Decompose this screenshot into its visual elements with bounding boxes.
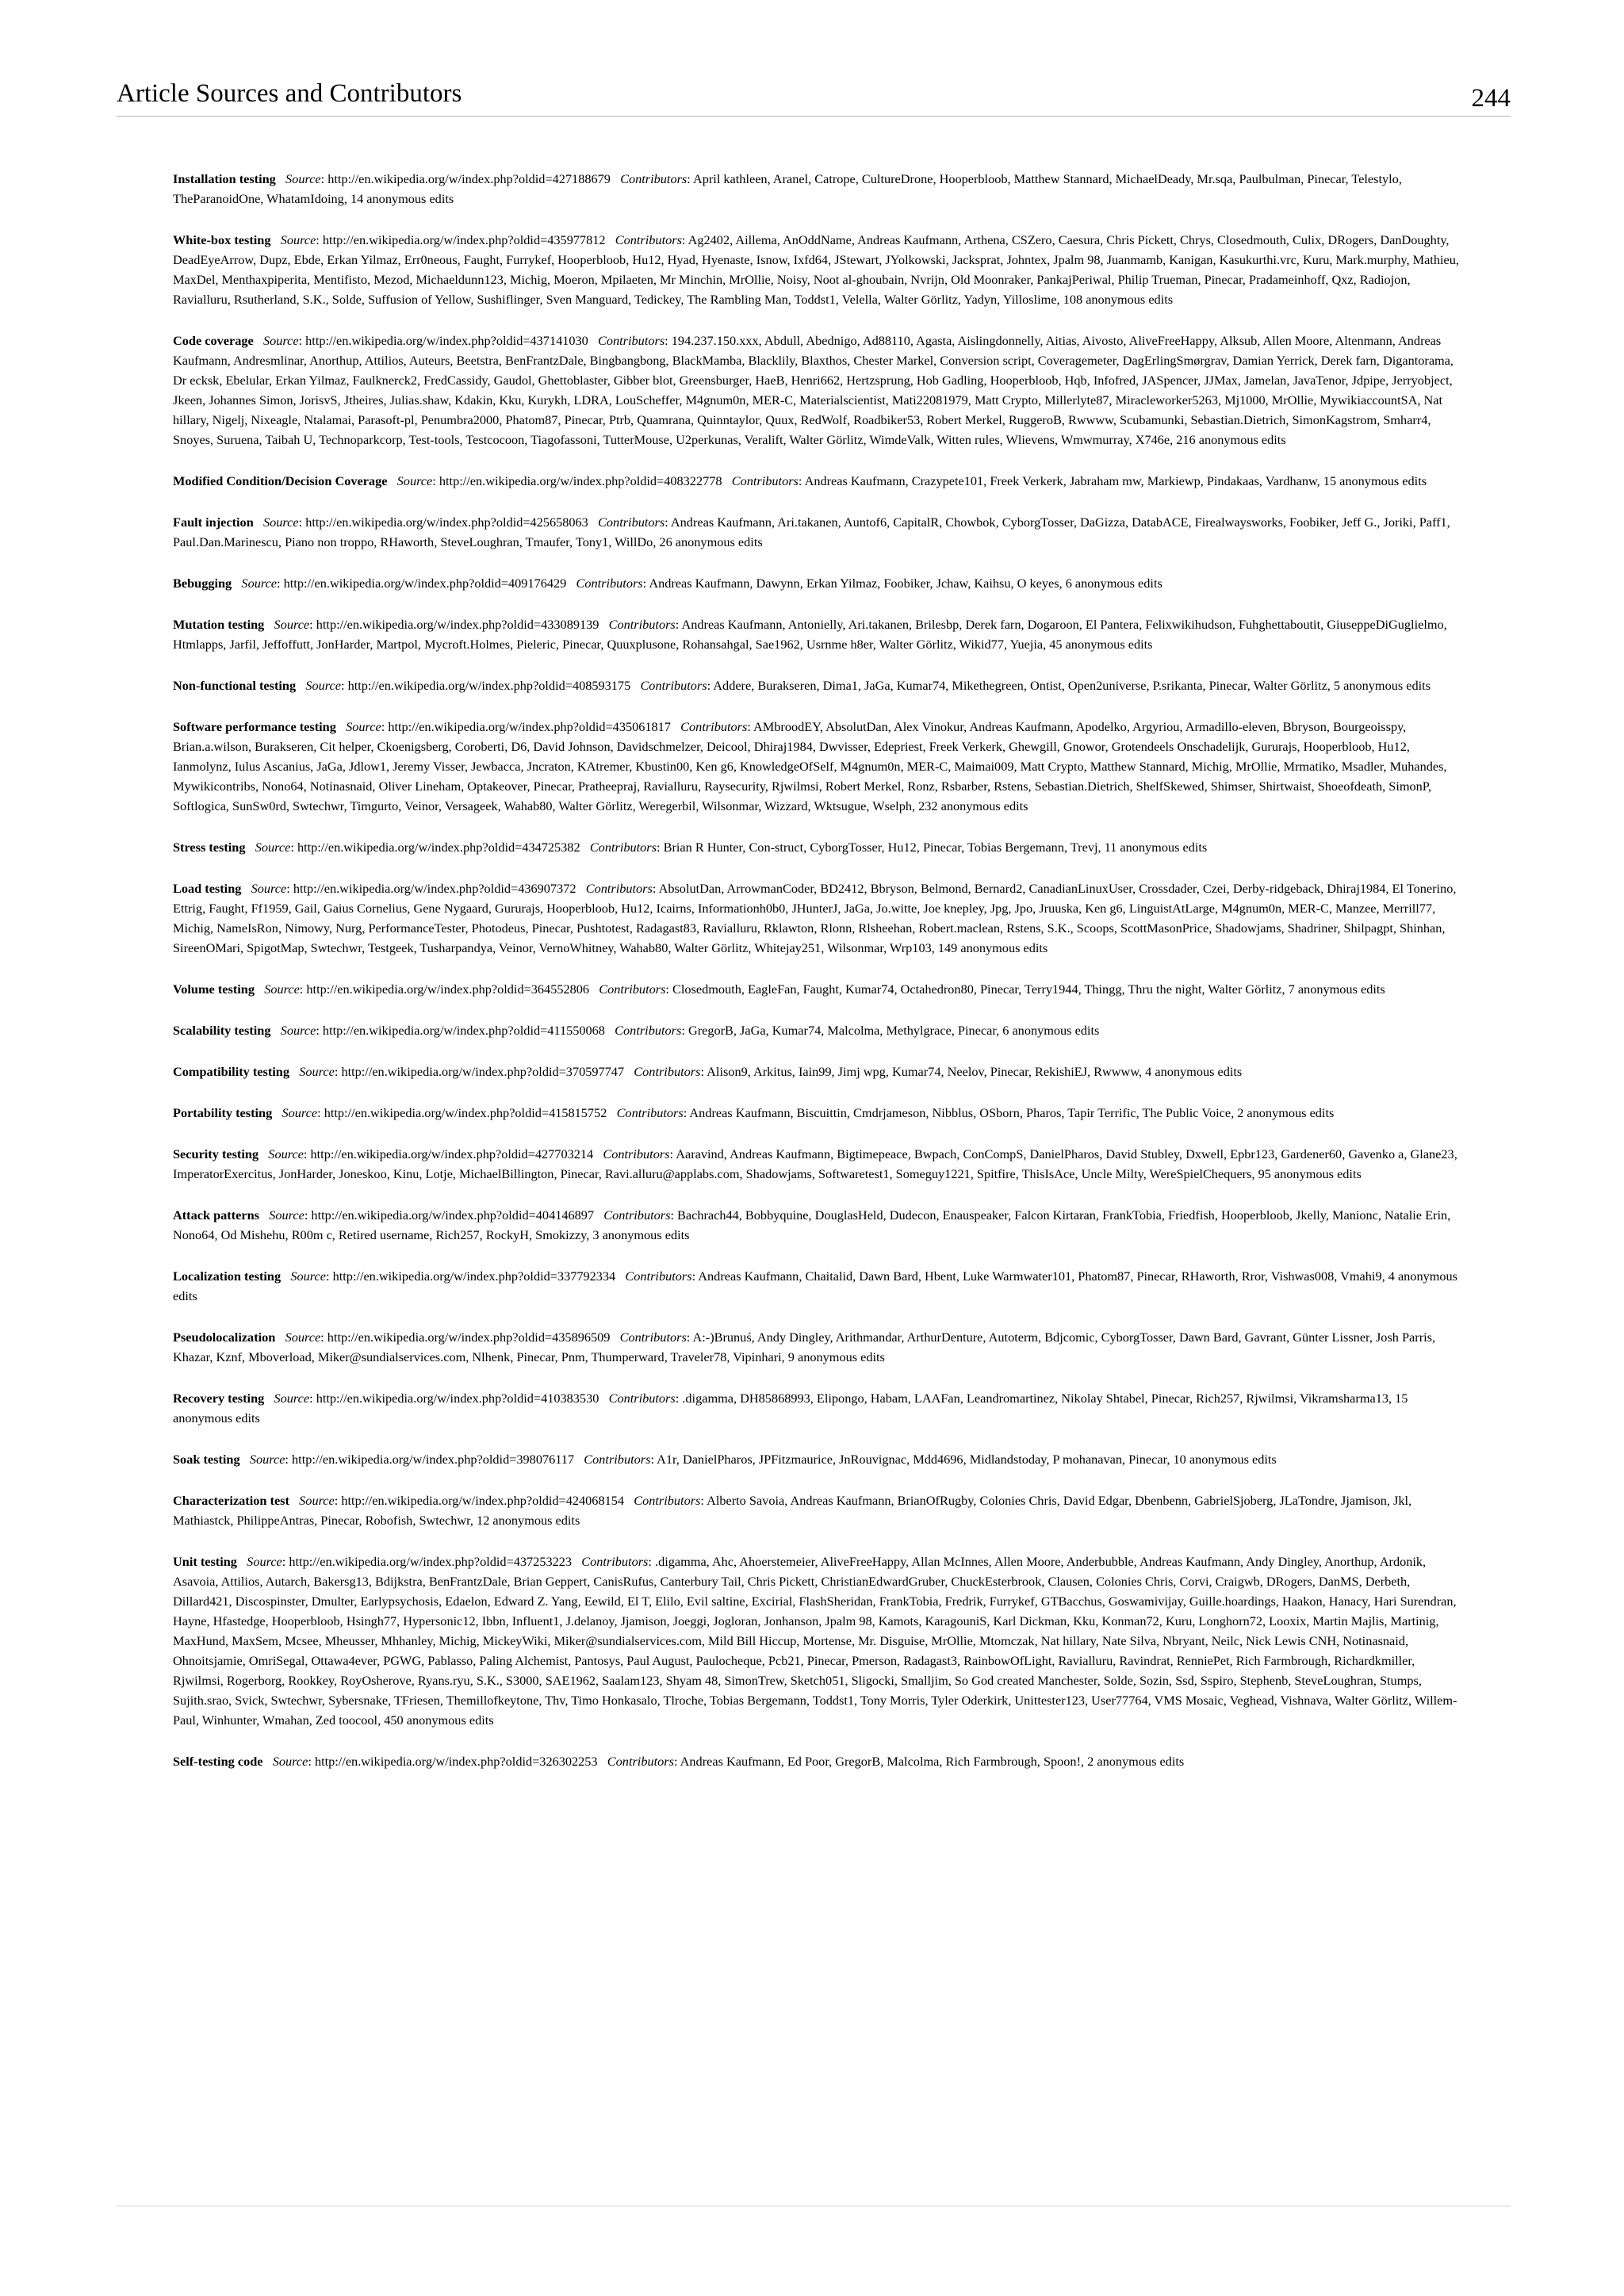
- source-url[interactable]: http://en.wikipedia.org/w/index.php?oldid=425658063: [305, 515, 588, 530]
- article-title: Portability testing: [173, 1105, 273, 1120]
- source-label: Source: [285, 171, 321, 186]
- article-entry: Recovery testing Source: http://en.wikipedia.org/w/index.php?oldid=410383530 Contributors: .digamma, DH85868993, Elipongo, Habam, LAAFan, Leandromartinez, Nikolay Shtabel, Pinecar, Rich257, Rjwilmsi, Vikramsharma13, 15 anonymous edits: [173, 1391, 1408, 1425]
- contributors-list: Andreas Kaufmann, Crazypete101, Freek Verkerk, Jabraham mw, Markiewp, Pindakaas, Vardhanw, 15 anonymous edits: [804, 473, 1427, 488]
- page-number: 244: [1471, 84, 1511, 113]
- article-entry: Non-functional testing Source: http://en.wikipedia.org/w/index.php?oldid=408593175 Contributors: Addere, Burakseren, Dima1, JaGa, Kumar74, Mikethegreen, Ontist, Open2universe, P.srikanta, Pinecar, Walter Görlitz, 5 anonymous edits: [173, 678, 1431, 693]
- article-title: Soak testing: [173, 1452, 240, 1467]
- article-title: Stress testing: [173, 840, 246, 855]
- contributors-list: Brian R Hunter, Con-struct, CyborgTosser, Hu12, Pinecar, Tobias Bergemann, Trevj, 11 anonymous edits: [663, 840, 1208, 855]
- source-label: Source: [282, 1105, 318, 1120]
- source-label: Source: [269, 1207, 304, 1223]
- contributors-list: Closedmouth, EagleFan, Faught, Kumar74, Octahedron80, Pinecar, Terry1944, Thingg, Thru the night, Walter Görlitz, 7 anonymous edits: [672, 982, 1385, 997]
- article-entry: Software performance testing Source: http://en.wikipedia.org/w/index.php?oldid=435061817 Contributors: AMbroodEY, AbsolutDan, Alex Vinokur, Andreas Kaufmann, Apodelko, Argyriou, Armadillo-eleven, Bbryson, Bourgeoisspy, Brian.a.wilson, Burakseren, Cit helper, Ckoenigsberg, Coroberti, D6, David Johnson, Davidschmelzer, Deicool, Dhiraj1984, Dwvisser, Edepriest, Freek Verkerk, Ghewgill, Gnowor, Grotendeels Onschadelijk, Gururajs, Hooperbloob, Hu12, Ianmolynz, Iulus Ascanius, JaGa, Jdlow1, Jeremy Visser, Jewbacca, Jncraton, KAtremer, Kbustin00, Ken g6, KnowledgeOfSelf, M4gnum0n, MER-C, Maimai009, Matt Crypto, Matthew Stannard, Michig, MrOllie, Mrmatiko, Msadler, Muhandes, Mywikicontribs, Nono64, Notinasnaid, Oliver Lineham, Optakeover, Pinecar, Pratheepraj, Ravialluru, Raysecurity, Rjwilmsi, Robert Merkel, Ronz, Rsbarber, Rstens, Sebastian.Dietrich, ShelfSkewed, Shimser, Shirtwaist, Shoeofdeath, SimonP, Softlogica, SunSw0rd, Swtechwr, Timgurto, Veinor, Versageek, Wahab80, Walter Görlitz, Weregerbil, Wilsonmar, Wizzard, Wktsugue, Wselph, 232 anonymous edits: [173, 719, 1447, 813]
- article-entry: Characterization test Source: http://en.wikipedia.org/w/index.php?oldid=424068154 Contributors: Alberto Savoia, Andreas Kaufmann, BrianOfRugby, Colonies Chris, David Edgar, Dbenbenn, GabrielSjoberg, JLaTondre, Jjamison, Jkl, Mathiastck, PhilippeAntras, Pinecar, Robofish, Swtechwr, 12 anonymous edits: [173, 1493, 1412, 1528]
- article-title: Mutation testing: [173, 617, 265, 632]
- source-url[interactable]: http://en.wikipedia.org/w/index.php?oldid=415815752: [324, 1105, 607, 1120]
- article-entry: Code coverage Source: http://en.wikipedia.org/w/index.php?oldid=437141030 Contributors: 194.237.150.xxx, Abdull, Abednigo, Ad88110, Agasta, Aislingdonnelly, Aitias, Aivosto, AliveFreeHappy, Alksub, Allen Moore, Altenmann, Andreas Kaufmann, Andresmlinar, Anorthup, Attilios, Auteurs, Beetstra, BenFrantzDale, Bingbangbong, BlackMamba, Blacklily, Blaxthos, Chester Markel, Conversion script, Coveragemeter, DagErlingSmørgrav, Damian Yerrick, Derek farn, Digantorama, Dr ecksk, Ebelular, Erkan Yilmaz, Faulknerck2, FredCassidy, Gaudol, Ghettoblaster, Gibber blot, Greensburger, HaeB, Henri662, Hertzsprung, Hob Gadling, Hooperbloob, Hqb, Infofred, JASpencer, JJMax, Jamelan, JavaTenor, Jdpipe, Jerryobject, Jkeen, Johannes Simon, JorisvS, Jtheires, Julias.shaw, Kdakin, Kku, Kurykh, LDRA, LouScheffer, M4gnum0n, MER-C, Materialscientist, Mati22081979, Matt Crypto, Millerlyte87, Miracleworker5263, Mj1000, MrOllie, MywikiaccountSA, Nat hillary, Nigelj, Nixeagle, Ntalamai, Parasoft-pl, Penumbra2000, Phatom87, Pinecar, Ptrb, Quamrana, Quinntaylor, Quux, RedWolf, Roadbiker53, Robert Merkel, RuggeroB, Rwwww, Scubamunki, Sebastian.Dietrich, SimonKagstrom, Smharr4, Snoyes, Suruena, Taibah U, Technoparkcorp, Test-tools, Testcocoon, Tiagofassoni, TutterMouse, U2perkunas, Veralift, Walter Görlitz, WimdeValk, Witten rules, Wlievens, Wmwmurray, X746e, 216 anonymous edits: [173, 333, 1454, 447]
- source-url[interactable]: http://en.wikipedia.org/w/index.php?oldid=435977812: [322, 232, 606, 247]
- article-entry: Load testing Source: http://en.wikipedia.org/w/index.php?oldid=436907372 Contributors: AbsolutDan, ArrowmanCoder, BD2412, Bbryson, Belmond, Bernard2, CanadianLinuxUser, Crossdader, Czei, Derby-ridgeback, Dhiraj1984, El Tonerino, Ettrig, Faught, Ff1959, Gail, Gaius Cornelius, Gene Nygaard, Gururajs, Hooperbloob, Hu12, Icairns, Informationh0b0, JHunterJ, JaGa, Jo.witte, Joe knepley, Jpg, Jpo, Jruuska, Ken g6, LinguistAtLarge, M4gnum0n, MER-C, Manzee, Merrill77, Michig, NameIsRon, Nimowy, Nurg, PerformanceTester, Photodeus, Pinecar, Pushtotest, Radagast83, Ravialluru, Rklawton, Rlonn, Rlsheehan, Robert.maclean, Rstens, S.K., Scoops, ScottMasonPrice, Shadowjams, Shadriner, Shilpagpt, Shinhan, SireenOMari, SpigotMap, Swtechwr, Testgeek, Tusharpandya, Veinor, VernoWhitney, Wahab80, Walter Görlitz, Whitejay251, Wilsonmar, Wrp103, 149 anonymous edits: [173, 881, 1457, 955]
- article-entry: Volume testing Source: http://en.wikipedia.org/w/index.php?oldid=364552806 Contributors: Closedmouth, EagleFan, Faught, Kumar74, Octahedron80, Pinecar, Terry1944, Thingg, Thru the night, Walter Görlitz, 7 anonymous edits: [173, 982, 1385, 997]
- source-url[interactable]: http://en.wikipedia.org/w/index.php?oldid=424068154: [341, 1493, 625, 1508]
- article-entry: Soak testing Source: http://en.wikipedia.org/w/index.php?oldid=398076117 Contributors: A1r, DanielPharos, JPFitzmaurice, JnRouvignac, Mdd4696, Midlandstoday, P mohanavan, Pinecar, 10 anonymous edits: [173, 1452, 1277, 1467]
- contributors-label: Contributors: [680, 719, 748, 734]
- contributors-label: Contributors: [608, 1391, 676, 1406]
- article-entry: Portability testing Source: http://en.wikipedia.org/w/index.php?oldid=415815752 Contributors: Andreas Kaufmann, Biscuittin, Cmdrjameson, Nibblus, OSborn, Pharos, Tapir Terrific, The Public Voice, 2 anonymous edits: [173, 1105, 1335, 1120]
- source-label: Source: [247, 1554, 282, 1569]
- contributors-list: Andreas Kaufmann, Biscuittin, Cmdrjameson, Nibblus, OSborn, Pharos, Tapir Terrific, The Public Voice, 2 anonymous edits: [689, 1105, 1335, 1120]
- article-entry: Bebugging Source: http://en.wikipedia.org/w/index.php?oldid=409176429 Contributors: Andreas Kaufmann, Dawynn, Erkan Yilmaz, Foobiker, Jchaw, Kaihsu, O keyes, 6 anonymous edits: [173, 576, 1162, 591]
- contributors-label: Contributors: [615, 232, 682, 247]
- contributors-list: Addere, Burakseren, Dima1, JaGa, Kumar74, Mikethegreen, Ontist, Open2universe, P.srikanta, Pinecar, Walter Görlitz, 5 anonymous edits: [713, 678, 1431, 693]
- source-label: Source: [280, 232, 316, 247]
- contributors-label: Contributors: [603, 1146, 670, 1161]
- source-label: Source: [241, 576, 278, 591]
- source-label: Source: [299, 1064, 335, 1079]
- contributors-list: AbsolutDan, ArrowmanCoder, BD2412, Bbryson, Belmond, Bernard2, CanadianLinuxUser, Crossdader, Czei, Derby-ridgeback, Dhiraj1984, El Tonerino, Ettrig, Faught, Ff1959, Gail, Gaius Cornelius, Gene Nygaard, Gururajs, Hooperbloob, Hu12, Icairns, Informationh0b0, JHunterJ, JaGa, Jo.witte, Joe knepley, Jpg, Jpo, Jruuska, Ken g6, LinguistAtLarge, M4gnum0n, MER-C, Manzee, Merrill77, Michig, NameIsRon, Nimowy, Nurg, PerformanceTester, Photodeus, Pinecar, Pushtotest, Radagast83, Ravialluru, Rklawton, Rlonn, Rlsheehan, Robert.maclean, Rstens, S.K., Scoops, ScottMasonPrice, Shadowjams, Shadriner, Shilpagpt, Shinhan, SireenOMari, SpigotMap, Swtechwr, Testgeek, Tusharpandya, Veinor, VernoWhitney, Wahab80, Walter Görlitz, Whitejay251, Wilsonmar, Wrp103, 149 anonymous edits: [173, 881, 1457, 955]
- article-title: Attack patterns: [173, 1207, 259, 1223]
- article-title: Installation testing: [173, 171, 276, 186]
- source-label: Source: [396, 473, 433, 488]
- contributors-label: Contributors: [584, 1452, 651, 1467]
- contributors-label: Contributors: [634, 1493, 701, 1508]
- source-label: Source: [290, 1269, 326, 1284]
- contributors-list: Bachrach44, Bobbyquine, DouglasHeld, Dudecon, Enauspeaker, Falcon Kirtaran, FrankTobia, Friedfish, Hooperbloob, Jkelly, Manionc, Natalie Erin, Nono64, Od Mishehu, R00m c, Retired username, Rich257, RockyH, Smokizzy, 3 anonymous edits: [173, 1207, 1451, 1242]
- contributors-list: Andreas Kaufmann, Ed Poor, GregorB, Malcolma, Rich Farmbrough, Spoon!, 2 anonymous edits: [680, 1754, 1185, 1769]
- contributors-list: .digamma, DH85868993, Elipongo, Habam, LAAFan, Leandromartinez, Nikolay Shtabel, Pinecar, Rich257, Rjwilmsi, Vikramsharma13, 15 anonymous edits: [173, 1391, 1408, 1425]
- article-title: Code coverage: [173, 333, 254, 348]
- contributors-list: Aaravind, Andreas Kaufmann, Bigtimepeace, Bwpach, ConCompS, DanielPharos, David Stubley, Dxwell, Epbr123, Gardener60, Gavenko a, Glane23, ImperatorExercitus, JonHarder, Joneskoo, Kinu, Lotje, MichaelBillington, Pinecar, Ravi.alluru@applabs.com, Shadowjams, Softwaretest1, Someguy1221, Spitfire, ThisIsAce, Uncle Milty, WereSpielChequers, 95 anonymous edits: [173, 1146, 1457, 1181]
- article-title: Compatibility testing: [173, 1064, 289, 1079]
- article-entry: Stress testing Source: http://en.wikipedia.org/w/index.php?oldid=434725382 Contributors: Brian R Hunter, Con-struct, CyborgTosser, Hu12, Pinecar, Tobias Bergemann, Trevj, 11 anonymous edits: [173, 840, 1208, 855]
- article-title: Security testing: [173, 1146, 259, 1161]
- contributors-list: Alison9, Arkitus, Iain99, Jimj wpg, Kumar74, Neelov, Pinecar, RekishiEJ, Rwwww, 4 anonymous edits: [707, 1064, 1243, 1079]
- contributors-list: Andreas Kaufmann, Chaitalid, Dawn Bard, Hbent, Luke Warmwater101, Phatom87, Pinecar, RHaworth, Rror, Vishwas008, Vmahi9, 4 anonymous edits: [173, 1269, 1458, 1303]
- source-label: Source: [274, 1391, 310, 1406]
- source-url[interactable]: http://en.wikipedia.org/w/index.php?oldid=434725382: [297, 840, 580, 855]
- article-title: Modified Condition/Decision Coverage: [173, 473, 388, 488]
- source-label: Source: [264, 982, 300, 997]
- source-url[interactable]: http://en.wikipedia.org/w/index.php?oldid=326302253: [314, 1754, 598, 1769]
- contributors-label: Contributors: [619, 1330, 687, 1345]
- contributors-label: Contributors: [585, 881, 653, 896]
- source-url[interactable]: http://en.wikipedia.org/w/index.php?oldid=410383530: [316, 1391, 599, 1406]
- article-entry: Mutation testing Source: http://en.wikipedia.org/w/index.php?oldid=433089139 Contributors: Andreas Kaufmann, Antonielly, Ari.takanen, Brilesbp, Derek farn, Dogaroon, El Pantera, Felixwikihudson, Fuhghettaboutit, GiuseppeDiGuglielmo, Htmlapps, Jarfil, Jeffoffutt, JonHarder, Martpol, Mycroft.Holmes, Pieleric, Pinecar, Quuxplusone, Rohansahgal, Sae1962, Usrnme h8er, Walter Görlitz, Wikid77, Yuejia, 45 anonymous edits: [173, 617, 1447, 652]
- article-title: Scalability testing: [173, 1023, 271, 1038]
- source-url[interactable]: http://en.wikipedia.org/w/index.php?oldid=436907372: [293, 881, 576, 896]
- source-label: Source: [272, 1754, 308, 1769]
- contributors-label: Contributors: [625, 1269, 692, 1284]
- source-url[interactable]: http://en.wikipedia.org/w/index.php?oldid=364552806: [306, 982, 590, 997]
- contributors-label: Contributors: [615, 1023, 682, 1038]
- source-label: Source: [285, 1330, 321, 1345]
- article-title: Load testing: [173, 881, 242, 896]
- source-label: Source: [268, 1146, 304, 1161]
- source-label: Source: [280, 1023, 316, 1038]
- article-title: Non-functional testing: [173, 678, 297, 693]
- contributors-list: April kathleen, Aranel, Catrope, CultureDrone, Hooperbloob, Matthew Stannard, MichaelDeady, Mr.sqa, Paulbulman, Pinecar, Telestylo, TheParanoidOne, WhatamIdoing, 14 anonymous edits: [173, 171, 1402, 206]
- article-entry: Self-testing code Source: http://en.wikipedia.org/w/index.php?oldid=326302253 Contributors: Andreas Kaufmann, Ed Poor, GregorB, Malcolma, Rich Farmbrough, Spoon!, 2 anonymous edits: [173, 1754, 1185, 1769]
- article-entry: Localization testing Source: http://en.wikipedia.org/w/index.php?oldid=337792334 Contributors: Andreas Kaufmann, Chaitalid, Dawn Bard, Hbent, Luke Warmwater101, Phatom87, Pinecar, RHaworth, Rror, Vishwas008, Vmahi9, 4 anonymous edits: [173, 1269, 1458, 1303]
- contributors-list: Andreas Kaufmann, Dawynn, Erkan Yilmaz, Foobiker, Jchaw, Kaihsu, O keyes, 6 anonymous edits: [649, 576, 1162, 591]
- article-title: Volume testing: [173, 982, 255, 997]
- contributors-list: Andreas Kaufmann, Ari.takanen, Auntof6, CapitalR, Chowbok, CyborgTosser, DaGizza, DatabACE, Firealwaysworks, Foobiker, Jeff G., Joriki, Paff1, Paul.Dan.Marinescu, Piano non troppo, RHaworth, SteveLoughran, Tmaufer, Tony1, WillDo, 26 anonymous edits: [173, 515, 1450, 549]
- contributors-label: Contributors: [598, 515, 665, 530]
- entries-list: [173, 169, 1467, 1793]
- source-label: Source: [262, 333, 299, 348]
- article-title: White-box testing: [173, 232, 271, 247]
- contributors-list: 194.237.150.xxx, Abdull, Abednigo, Ad88110, Agasta, Aislingdonnelly, Aitias, Aivosto, AliveFreeHappy, Alksub, Allen Moore, Altenmann, Andreas Kaufmann, Andresmlinar, Anorthup, Attilios, Auteurs, Beetstra, BenFrantzDale, Bingbangbong, BlackMamba, Blacklily, Blaxthos, Chester Markel, Conversion script, Coveragemeter, DagErlingSmørgrav, Damian Yerrick, Derek farn, Digantorama, Dr ecksk, Ebelular, Erkan Yilmaz, Faulknerck2, FredCassidy, Gaudol, Ghettoblaster, Gibber blot, Greensburger, HaeB, Henri662, Hertzsprung, Hob Gadling, Hooperbloob, Hqb, Infofred, JASpencer, JJMax, Jamelan, JavaTenor, Jdpipe, Jerryobject, Jkeen, Johannes Simon, JorisvS, Jtheires, Julias.shaw, Kdakin, Kku, Kurykh, LDRA, LouScheffer, M4gnum0n, MER-C, Materialscientist, Mati22081979, Matt Crypto, Millerlyte87, Miracleworker5263, Mj1000, MrOllie, MywikiaccountSA, Nat hillary, Nigelj, Nixeagle, Ntalamai, Parasoft-pl, Penumbra2000, Phatom87, Pinecar, Ptrb, Quamrana, Quinntaylor, Quux, RedWolf, Roadbiker53, Robert Merkel, RuggeroB, Rwwww, Scubamunki, Sebastian.Dietrich, SimonKagstrom, Smharr4, Snoyes, Suruena, Taibah U, Technoparkcorp, Test-tools, Testcocoon, Tiagofassoni, TutterMouse, U2perkunas, Veralift, Walter Görlitz, WimdeValk, Witten rules, Wlievens, Wmwmurray, X746e, 216 anonymous edits: [173, 333, 1454, 447]
- article-title: Unit testing: [173, 1554, 237, 1569]
- source-url[interactable]: http://en.wikipedia.org/w/index.php?oldid=437141030: [305, 333, 588, 348]
- page-header: [117, 78, 1511, 117]
- source-url[interactable]: http://en.wikipedia.org/w/index.php?oldid=427703214: [310, 1146, 594, 1161]
- contributors-label: Contributors: [620, 171, 688, 186]
- page-title: Article Sources and Contributors: [117, 79, 462, 108]
- source-label: Source: [346, 719, 381, 734]
- article-title: Recovery testing: [173, 1391, 265, 1406]
- source-url[interactable]: http://en.wikipedia.org/w/index.php?oldid=398076117: [292, 1452, 575, 1467]
- contributors-label: Contributors: [607, 1754, 674, 1769]
- source-label: Source: [251, 881, 287, 896]
- source-url[interactable]: http://en.wikipedia.org/w/index.php?oldid=409176429: [283, 576, 567, 591]
- article-entry: Pseudolocalization Source: http://en.wikipedia.org/w/index.php?oldid=435896509 Contributors: A:-)Brunuś, Andy Dingley, Arithmandar, ArthurDenture, Autoterm, Bdjcomic, CyborgTosser, Dawn Bard, Gavrant, Günter Lissner, Josh Parris, Khazar, Kznf, Mboverload, Miker@sundialservices.com, Nlhenk, Pinecar, Pnm, Thumperward, Traveler78, Vipinhari, 9 anonymous edits: [173, 1330, 1436, 1364]
- article-entry: Modified Condition/Decision Coverage Source: http://en.wikipedia.org/w/index.php?oldid=408322778 Contributors: Andreas Kaufmann, Crazypete101, Freek Verkerk, Jabraham mw, Markiewp, Pindakaas, Vardhanw, 15 anonymous edits: [173, 473, 1427, 488]
- contributors-list: .digamma, Ahc, Ahoerstemeier, AliveFreeHappy, Allan McInnes, Allen Moore, Anderbubble, Andreas Kaufmann, Andy Dingley, Anorthup, Ardonik, Asavoia, Attilios, Autarch, Bakersg13, Bdijkstra, BenFrantzDale, Brian Geppert, CanisRufus, Canterbury Tail, Chris Pickett, ChristianEdwardGruber, ChuckEsterbrook, Clausen, Colonies Chris, Corvi, Craigwb, DRogers, DanMS, Derbeth, Dillard421, Discospinster, Dmulter, Earlypsychosis, Edaelon, Edward Z. Yang, Eewild, El T, Elilo, Evil saltine, Excirial, FlashSheridan, FrankTobia, Fredrik, Furrykef, GTBacchus, Goswamivijay, Guille.hoardings, Haakon, Hanacy, Hari Surendran, Hayne, Hfastedge, Hooperbloob, Hsingh77, Hypersonic12, Ibbn, Influent1, J.delanoy, Jjamison, Joeggi, Jogloran, Jonhanson, Jpalm 98, Kamots, KaragouniS, Karl Dickman, Kku, Konman72, Kuru, Longhorn72, Looxix, Martin Majlis, Martinig, MaxHund, MaxSem, Mcsee, Mheusser, Mhhanley, Michig, MickeyWiki, Miker@sundialservices.com, Mild Bill Hiccup, Mortense, Mr. Disguise, MrOllie, Mtomczak, Nat hillary, Nate Silva, Nbryant, Neilc, Nick Lewis CNH, Notinasnaid, Ohnoitsjamie, OmriSegal, Ottawa4ever, PGWG, Pablasso, Paling Alchemist, Pantosys, Paul August, Paulocheque, Pcb21, Pinecar, Pmerson, Radagast3, RainbowOfLight, Ravialluru, Ravindrat, RenniePet, Rich Farmbrough, Richardkmiller, Rjwilmsi, Rogerborg, Rookkey, RoyOsherove, Ryans.ryu, S.K., S3000, SAE1962, Saalam123, Shyam 48, SimonTrew, Sketch051, Sligocki, Smalljim, So God created Manchester, Solde, Sozin, Ssd, Sspiro, Stephenb, SteveLoughran, Stumps, Sujith.srao, Svick, Swtechwr, Sybersnake, TFriesen, Themillofkeytone, Thv, Timo Honkasalo, Tlroche, Tobias Bergemann, Toddst1, Tony Morris, Tyler Oderkirk, Unittester123, User77764, VMS Mosaic, Veghead, Vishnava, Walter Görlitz, Willem-Paul, Winhunter, Wmahan, Zed toocool, 450 anonymous edits: [173, 1554, 1457, 1728]
- article-entry: Scalability testing Source: http://en.wikipedia.org/w/index.php?oldid=411550068 Contributors: GregorB, JaGa, Kumar74, Malcolma, Methylgrace, Pinecar, 6 anonymous edits: [173, 1023, 1100, 1038]
- contributors-list: Ag2402, Aillema, AnOddName, Andreas Kaufmann, Arthena, CSZero, Caesura, Chris Pickett, Chrys, Closedmouth, Culix, DRogers, DanDoughty, DeadEyeArrow, Dupz, Ebde, Erkan Yilmaz, Err0neous, Faught, Furrykef, Hooperbloob, Hu12, Hyad, Hyenaste, Isnow, Ixfd64, JStewart, JYolkowski, Jacksprat, Johntex, Jpalm 98, Juanmamb, Kanigan, Kasukurthi.vrc, Kuru, Mark.murphy, Mathieu, MaxDel, Menthaxpiperita, Mentifisto, Mezod, Michaeldunn123, Michig, Moeron, Mpilaeten, Mr Minchin, MrOllie, Noisy, Noot al-ghoubain, Nvrijn, Old Moonraker, PankajPeriwal, Philip Trueman, Pinecar, Pradameinhoff, Qxz, Radiojon, Ravialluru, Rsutherland, S.K., Solde, Suffusion of Yellow, Sushiflinger, Sven Manguard, Tedickey, The Rambling Man, Toddst1, Velella, Walter Görlitz, Yadyn, Yilloslime, 108 anonymous edits: [173, 232, 1459, 307]
- source-url[interactable]: http://en.wikipedia.org/w/index.php?oldid=408593175: [347, 678, 631, 693]
- contributors-label: Contributors: [589, 840, 657, 855]
- contributors-list: A:-)Brunuś, Andy Dingley, Arithmandar, ArthurDenture, Autoterm, Bdjcomic, CyborgTosser, Dawn Bard, Gavrant, Günter Lissner, Josh Parris, Khazar, Kznf, Mboverload, Miker@sundialservices.com, Nlhenk, Pinecar, Pnm, Thumperward, Traveler78, Vipinhari, 9 anonymous edits: [173, 1330, 1436, 1364]
- contributors-label: Contributors: [608, 617, 676, 632]
- article-title: Fault injection: [173, 515, 254, 530]
- contributors-list: AMbroodEY, AbsolutDan, Alex Vinokur, Andreas Kaufmann, Apodelko, Argyriou, Armadillo-eleven, Bbryson, Bourgeoisspy, Brian.a.wilson, Burakseren, Cit helper, Ckoenigsberg, Coroberti, D6, David Johnson, Davidschmelzer, Deicool, Dhiraj1984, Dwvisser, Edepriest, Freek Verkerk, Ghewgill, Gnowor, Grotendeels Onschadelijk, Gururajs, Hooperbloob, Hu12, Ianmolynz, Iulus Ascanius, JaGa, Jdlow1, Jeremy Visser, Jewbacca, Jncraton, KAtremer, Kbustin00, Ken g6, KnowledgeOfSelf, M4gnum0n, MER-C, Maimai009, Matt Crypto, Matthew Stannard, Michig, MrOllie, Mrmatiko, Msadler, Muhandes, Mywikicontribs, Nono64, Notinasnaid, Oliver Lineham, Optakeover, Pinecar, Pratheepraj, Ravialluru, Raysecurity, Rjwilmsi, Robert Merkel, Ronz, Rsbarber, Rstens, Sebastian.Dietrich, ShelfSkewed, Shimser, Shirtwaist, Shoeofdeath, SimonP, Softlogica, SunSw0rd, Swtechwr, Timgurto, Veinor, Versageek, Wahab80, Walter Görlitz, Weregerbil, Wilsonmar, Wizzard, Wktsugue, Wselph, 232 anonymous edits: [173, 719, 1447, 813]
- source-label: Source: [305, 678, 341, 693]
- source-url[interactable]: http://en.wikipedia.org/w/index.php?oldid=337792334: [332, 1269, 616, 1284]
- contributors-label: Contributors: [581, 1554, 649, 1569]
- source-label: Source: [249, 1452, 285, 1467]
- source-url[interactable]: http://en.wikipedia.org/w/index.php?oldid=404146897: [311, 1207, 595, 1223]
- contributors-list: Andreas Kaufmann, Antonielly, Ari.takanen, Brilesbp, Derek farn, Dogaroon, El Pantera, Felixwikihudson, Fuhghettaboutit, GiuseppeDiGuglielmo, Htmlapps, Jarfil, Jeffoffutt, JonHarder, Martpol, Mycroft.Holmes, Pieleric, Pinecar, Quuxplusone, Rohansahgal, Sae1962, Usrnme h8er, Walter Görlitz, Wikid77, Yuejia, 45 anonymous edits: [173, 617, 1447, 652]
- contributors-label: Contributors: [599, 982, 666, 997]
- article-entry: Unit testing Source: http://en.wikipedia.org/w/index.php?oldid=437253223 Contributors: .digamma, Ahc, Ahoerstemeier, AliveFreeHappy, Allan McInnes, Allen Moore, Anderbubble, Andreas Kaufmann, Andy Dingley, Anorthup, Ardonik, Asavoia, Attilios, Autarch, Bakersg13, Bdijkstra, BenFrantzDale, Brian Geppert, CanisRufus, Canterbury Tail, Chris Pickett, ChristianEdwardGruber, ChuckEsterbrook, Clausen, Colonies Chris, Corvi, Craigwb, DRogers, DanMS, Derbeth, Dillard421, Discospinster, Dmulter, Earlypsychosis, Edaelon, Edward Z. Yang, Eewild, El T, Elilo, Evil saltine, Excirial, FlashSheridan, FrankTobia, Fredrik, Furrykef, GTBacchus, Goswamivijay, Guille.hoardings, Haakon, Hanacy, Hari Surendran, Hayne, Hfastedge, Hooperbloob, Hsingh77, Hypersonic12, Ibbn, Influent1, J.delanoy, Jjamison, Joeggi, Jogloran, Jonhanson, Jpalm 98, Kamots, KaragouniS, Karl Dickman, Kku, Konman72, Kuru, Longhorn72, Looxix, Martin Majlis, Martinig, MaxHund, MaxSem, Mcsee, Mheusser, Mhhanley, Michig, MickeyWiki, Miker@sundialservices.com, Mild Bill Hiccup, Mortense, Mr. Disguise, MrOllie, Mtomczak, Nat hillary, Nate Silva, Nbryant, Neilc, Nick Lewis CNH, Notinasnaid, Ohnoitsjamie, OmriSegal, Ottawa4ever, PGWG, Pablasso, Paling Alchemist, Pantosys, Paul August, Paulocheque, Pcb21, Pinecar, Pmerson, Radagast3, RainbowOfLight, Ravialluru, Ravindrat, RenniePet, Rich Farmbrough, Richardkmiller, Rjwilmsi, Rogerborg, Rookkey, RoyOsherove, Ryans.ryu, S.K., S3000, SAE1962, Saalam123, Shyam 48, SimonTrew, Sketch051, Sligocki, Smalljim, So God created Manchester, Solde, Sozin, Ssd, Sspiro, Stephenb, SteveLoughran, Stumps, Sujith.srao, Svick, Swtechwr, Sybersnake, TFriesen, Themillofkeytone, Thv, Timo Honkasalo, Tlroche, Tobias Bergemann, Toddst1, Tony Morris, Tyler Oderkirk, Unittester123, User77764, VMS Mosaic, Veghead, Vishnava, Walter Görlitz, Willem-Paul, Winhunter, Wmahan, Zed toocool, 450 anonymous edits: [173, 1554, 1457, 1728]
- source-label: Source: [299, 1493, 335, 1508]
- contributors-label: Contributors: [640, 678, 707, 693]
- article-entry: White-box testing Source: http://en.wikipedia.org/w/index.php?oldid=435977812 Contributors: Ag2402, Aillema, AnOddName, Andreas Kaufmann, Arthena, CSZero, Caesura, Chris Pickett, Chrys, Closedmouth, Culix, DRogers, DanDoughty, DeadEyeArrow, Dupz, Ebde, Erkan Yilmaz, Err0neous, Faught, Furrykef, Hooperbloob, Hu12, Hyad, Hyenaste, Isnow, Ixfd64, JStewart, JYolkowski, Jacksprat, Johntex, Jpalm 98, Juanmamb, Kanigan, Kasukurthi.vrc, Kuru, Mark.murphy, Mathieu, MaxDel, Menthaxpiperita, Mentifisto, Mezod, Michaeldunn123, Michig, Moeron, Mpilaeten, Mr Minchin, MrOllie, Noisy, Noot al-ghoubain, Nvrijn, Old Moonraker, PankajPeriwal, Philip Trueman, Pinecar, Pradameinhoff, Qxz, Radiojon, Ravialluru, Rsutherland, S.K., Solde, Suffusion of Yellow, Sushiflinger, Sven Manguard, Tedickey, The Rambling Man, Toddst1, Velella, Walter Görlitz, Yadyn, Yilloslime, 108 anonymous edits: [173, 232, 1459, 307]
- article-entry: Security testing Source: http://en.wikipedia.org/w/index.php?oldid=427703214 Contributors: Aaravind, Andreas Kaufmann, Bigtimepeace, Bwpach, ConCompS, DanielPharos, David Stubley, Dxwell, Epbr123, Gardener60, Gavenko a, Glane23, ImperatorExercitus, JonHarder, Joneskoo, Kinu, Lotje, MichaelBillington, Pinecar, Ravi.alluru@applabs.com, Shadowjams, Softwaretest1, Someguy1221, Spitfire, ThisIsAce, Uncle Milty, WereSpielChequers, 95 anonymous edits: [173, 1146, 1457, 1181]
- contributors-label: Contributors: [731, 473, 799, 488]
- source-url[interactable]: http://en.wikipedia.org/w/index.php?oldid=408322778: [439, 473, 722, 488]
- contributors-label: Contributors: [576, 576, 643, 591]
- contributors-label: Contributors: [634, 1064, 701, 1079]
- article-entry: Attack patterns Source: http://en.wikipedia.org/w/index.php?oldid=404146897 Contributors: Bachrach44, Bobbyquine, DouglasHeld, Dudecon, Enauspeaker, Falcon Kirtaran, FrankTobia, Friedfish, Hooperbloob, Jkelly, Manionc, Natalie Erin, Nono64, Od Mishehu, R00m c, Retired username, Rich257, RockyH, Smokizzy, 3 anonymous edits: [173, 1207, 1451, 1242]
- contributors-label: Contributors: [598, 333, 665, 348]
- article-title: Characterization test: [173, 1493, 289, 1508]
- contributors-list: GregorB, JaGa, Kumar74, Malcolma, Methylgrace, Pinecar, 6 anonymous edits: [688, 1023, 1100, 1038]
- source-url[interactable]: http://en.wikipedia.org/w/index.php?oldid=433089139: [316, 617, 599, 632]
- article-title: Localization testing: [173, 1269, 282, 1284]
- article-entry: Installation testing Source: http://en.wikipedia.org/w/index.php?oldid=427188679 Contributors: April kathleen, Aranel, Catrope, CultureDrone, Hooperbloob, Matthew Stannard, MichaelDeady, Mr.sqa, Paulbulman, Pinecar, Telestylo, TheParanoidOne, WhatamIdoing, 14 anonymous edits: [173, 171, 1402, 206]
- source-url[interactable]: http://en.wikipedia.org/w/index.php?oldid=370597747: [341, 1064, 625, 1079]
- contributors-label: Contributors: [616, 1105, 684, 1120]
- contributors-label: Contributors: [603, 1207, 671, 1223]
- article-entry: Compatibility testing Source: http://en.wikipedia.org/w/index.php?oldid=370597747 Contributors: Alison9, Arkitus, Iain99, Jimj wpg, Kumar74, Neelov, Pinecar, RekishiEJ, Rwwww, 4 anonymous edits: [173, 1064, 1243, 1079]
- source-label: Source: [274, 617, 310, 632]
- source-url[interactable]: http://en.wikipedia.org/w/index.php?oldid=411550068: [322, 1023, 605, 1038]
- source-label: Source: [255, 840, 291, 855]
- contributors-list: Alberto Savoia, Andreas Kaufmann, BrianOfRugby, Colonies Chris, David Edgar, Dbenbenn, GabrielSjoberg, JLaTondre, Jjamison, Jkl, Mathiastck, PhilippeAntras, Pinecar, Robofish, Swtechwr, 12 anonymous edits: [173, 1493, 1412, 1528]
- source-label: Source: [262, 515, 299, 530]
- article-title: Self-testing code: [173, 1754, 263, 1769]
- article-title: Pseudolocalization: [173, 1330, 276, 1345]
- source-url[interactable]: http://en.wikipedia.org/w/index.php?oldid=435061817: [388, 719, 671, 734]
- article-title: Bebugging: [173, 576, 232, 591]
- article-entry: Fault injection Source: http://en.wikipedia.org/w/index.php?oldid=425658063 Contributors: Andreas Kaufmann, Ari.takanen, Auntof6, CapitalR, Chowbok, CyborgTosser, DaGizza, DatabACE, Firealwaysworks, Foobiker, Jeff G., Joriki, Paff1, Paul.Dan.Marinescu, Piano non troppo, RHaworth, SteveLoughran, Tmaufer, Tony1, WillDo, 26 anonymous edits: [173, 515, 1450, 549]
- source-url[interactable]: http://en.wikipedia.org/w/index.php?oldid=435896509: [327, 1330, 611, 1345]
- contributors-list: A1r, DanielPharos, JPFitzmaurice, JnRouvignac, Mdd4696, Midlandstoday, P mohanavan, Pinecar, 10 anonymous edits: [657, 1452, 1277, 1467]
- article-title: Software performance testing: [173, 719, 336, 734]
- source-url[interactable]: http://en.wikipedia.org/w/index.php?oldid=427188679: [327, 171, 611, 186]
- source-url[interactable]: http://en.wikipedia.org/w/index.php?oldid=437253223: [289, 1554, 573, 1569]
